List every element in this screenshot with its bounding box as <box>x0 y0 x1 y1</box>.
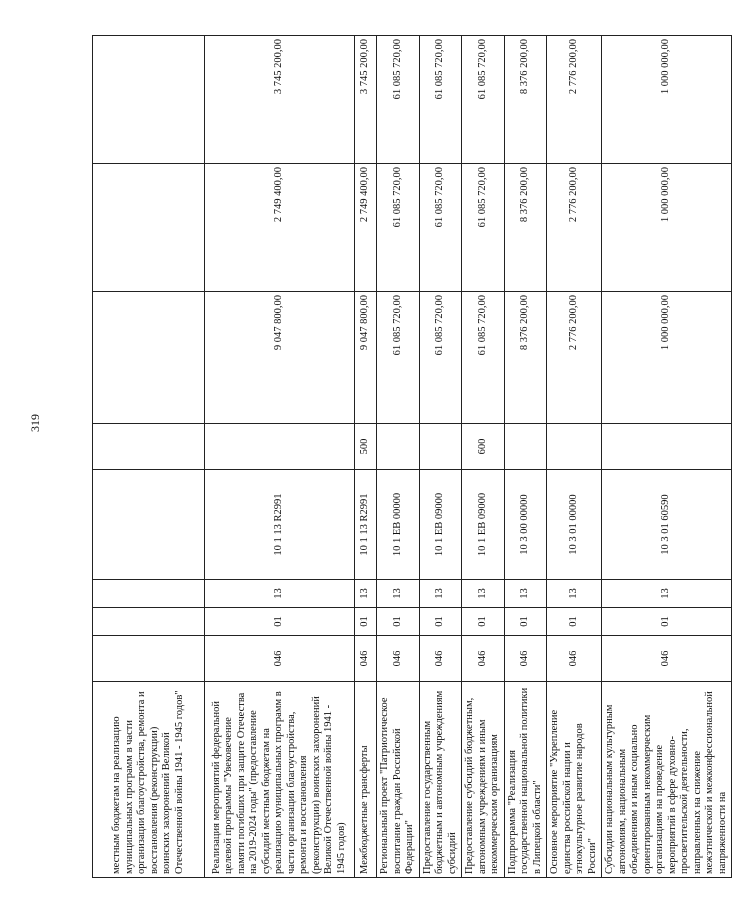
row-name: Региональный проект "Патриотическое воспитание граждан Российской Федерации" <box>377 682 420 878</box>
row-expense-type <box>205 424 355 470</box>
row-subsection: 13 <box>205 580 355 608</box>
table-row <box>462 36 505 878</box>
budget-table <box>92 35 732 878</box>
table-row <box>547 36 602 878</box>
row-code: 046 <box>462 636 505 682</box>
row-amount-1: 2 776 200,00 <box>547 292 602 424</box>
row-amount-3: 61 085 720,00 <box>462 36 505 164</box>
row-target-article: 10 3 01 00000 <box>547 470 602 580</box>
row-expense-type <box>547 424 602 470</box>
row-code: 046 <box>419 636 462 682</box>
row-amount-2: 61 085 720,00 <box>419 164 462 292</box>
row-amount-2 <box>93 164 205 292</box>
row-code: 046 <box>547 636 602 682</box>
row-section: 01 <box>547 608 602 636</box>
table-row <box>205 36 355 878</box>
row-target-article: 10 1 EB 00000 <box>377 470 420 580</box>
row-name: Основное мероприятие "Укрепление единства российской нации и этнокультурное развитие народов России" <box>547 682 602 878</box>
row-code <box>93 636 205 682</box>
table-row <box>602 36 732 878</box>
row-amount-3: 8 376 200,00 <box>504 36 547 164</box>
page-number: 319 <box>28 414 42 432</box>
row-subsection <box>93 580 205 608</box>
row-subsection: 13 <box>504 580 547 608</box>
row-subsection: 13 <box>419 580 462 608</box>
row-expense-type <box>377 424 420 470</box>
row-code: 046 <box>205 636 355 682</box>
row-amount-1: 61 085 720,00 <box>377 292 420 424</box>
row-amount-2: 2 749 400,00 <box>355 164 377 292</box>
row-name: Подпрограмма "Реализация государственной национальной политики в Липецкой области" <box>504 682 547 878</box>
row-subsection: 13 <box>547 580 602 608</box>
table-row <box>504 36 547 878</box>
row-code: 046 <box>377 636 420 682</box>
row-amount-1: 9 047 800,00 <box>355 292 377 424</box>
row-name: Предоставление государственным бюджетным и автономным учреждениям субсидий <box>419 682 462 878</box>
row-section: 01 <box>355 608 377 636</box>
table-row <box>377 36 420 878</box>
row-target-article <box>93 470 205 580</box>
row-section: 01 <box>602 608 732 636</box>
row-target-article: 10 3 00 00000 <box>504 470 547 580</box>
table-body <box>93 36 732 878</box>
row-name: Межбюджетные трансферты <box>355 682 377 878</box>
row-expense-type: 600 <box>462 424 505 470</box>
document-table-wrapper <box>92 36 732 878</box>
row-amount-1: 9 047 800,00 <box>205 292 355 424</box>
row-target-article: 10 1 13 R2991 <box>205 470 355 580</box>
row-amount-2: 1 000 000,00 <box>602 164 732 292</box>
row-code: 046 <box>504 636 547 682</box>
row-amount-3 <box>93 36 205 164</box>
row-amount-3: 3 745 200,00 <box>205 36 355 164</box>
table-row <box>419 36 462 878</box>
row-amount-2: 61 085 720,00 <box>377 164 420 292</box>
row-code: 046 <box>602 636 732 682</box>
row-section: 01 <box>462 608 505 636</box>
row-amount-1: 1 000 000,00 <box>602 292 732 424</box>
row-expense-type <box>419 424 462 470</box>
row-name: Предоставление субсидий бюджетным, автономным учреждениям и иным некоммерческим организациям <box>462 682 505 878</box>
row-amount-2: 2 776 200,00 <box>547 164 602 292</box>
row-amount-1: 8 376 200,00 <box>504 292 547 424</box>
table-row <box>93 36 205 878</box>
row-code: 046 <box>355 636 377 682</box>
row-subsection: 13 <box>462 580 505 608</box>
row-amount-2: 8 376 200,00 <box>504 164 547 292</box>
row-expense-type <box>504 424 547 470</box>
row-amount-3: 61 085 720,00 <box>419 36 462 164</box>
row-amount-2: 61 085 720,00 <box>462 164 505 292</box>
row-subsection: 13 <box>602 580 732 608</box>
row-amount-1: 61 085 720,00 <box>462 292 505 424</box>
row-amount-3: 61 085 720,00 <box>377 36 420 164</box>
table-row <box>355 36 377 878</box>
row-name: местным бюджетам на реализацию муниципальных программ в части организации благоустройства, ремонта и восстановления (реконструкции) воинских захоронений Великой Отечественной войны 1941 - 1945 годов" <box>93 682 205 878</box>
row-name: Реализация мероприятий федеральной целевой программы "Увековечение памяти погибших при защите Отечества на 2019-2024 годы" (предоставление субсидий местным бюджетам на реализацию муниципальных программ в части организации благоустройства, ремонта и восстановления (реконструкции) воинских захоронений Великой Отечественной войны 1941 - 1945 годов) <box>205 682 355 878</box>
row-amount-3: 3 745 200,00 <box>355 36 377 164</box>
row-amount-3: 2 776 200,00 <box>547 36 602 164</box>
row-name: Субсидии национальным культурным автономиям, национальным объединениям и иным социально ориентированным некоммерческим организациям на проведение мероприятий в сфере духовно-просветительской деятельности, направленных на снижение межэтнической и межконфессиональной напряженности на <box>602 682 732 878</box>
row-target-article: 10 1 EB 09000 <box>462 470 505 580</box>
row-amount-2: 2 749 400,00 <box>205 164 355 292</box>
row-expense-type: 500 <box>355 424 377 470</box>
row-target-article: 10 3 01 60590 <box>602 470 732 580</box>
row-section <box>93 608 205 636</box>
row-section: 01 <box>205 608 355 636</box>
row-amount-1: 61 085 720,00 <box>419 292 462 424</box>
row-subsection: 13 <box>377 580 420 608</box>
row-section: 01 <box>377 608 420 636</box>
row-amount-1 <box>93 292 205 424</box>
row-target-article: 10 1 EB 09000 <box>419 470 462 580</box>
row-expense-type <box>602 424 732 470</box>
row-amount-3: 1 000 000,00 <box>602 36 732 164</box>
row-target-article: 10 1 13 R2991 <box>355 470 377 580</box>
row-expense-type <box>93 424 205 470</box>
row-section: 01 <box>504 608 547 636</box>
row-subsection: 13 <box>355 580 377 608</box>
row-section: 01 <box>419 608 462 636</box>
